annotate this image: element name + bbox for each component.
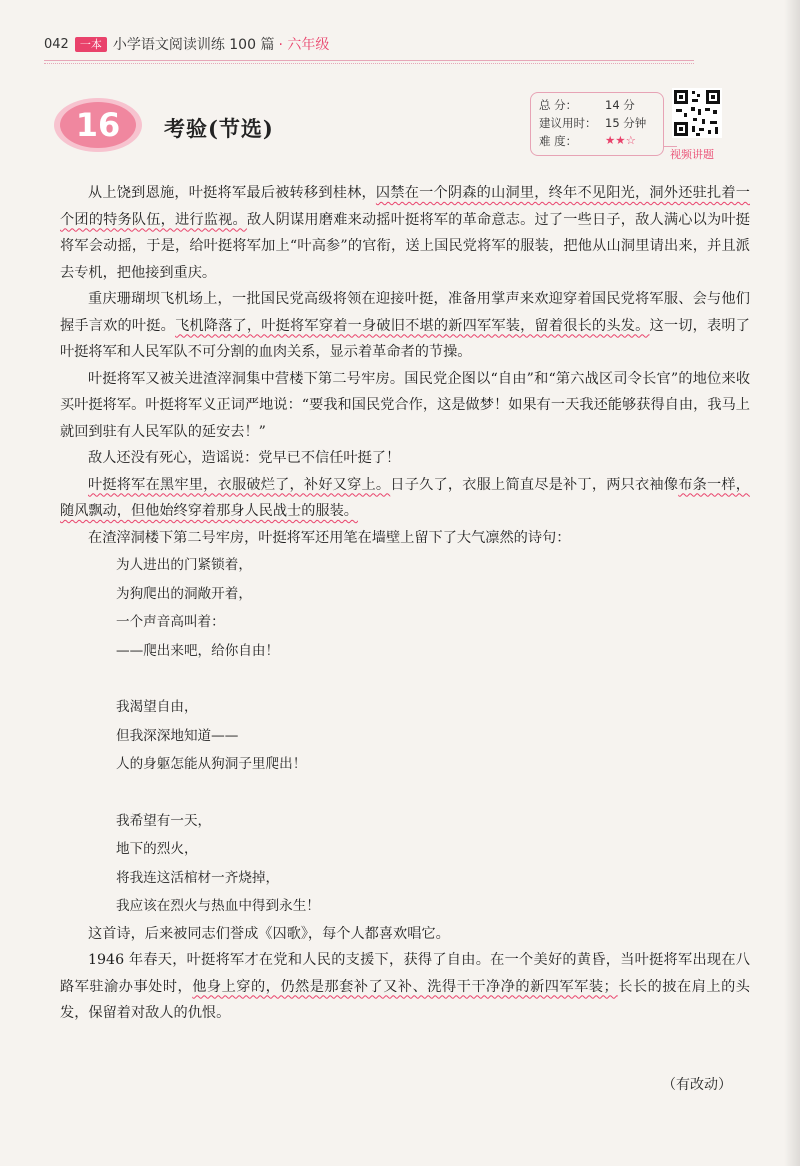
stanza-gap [116,665,750,693]
stanza-gap [116,779,750,807]
underlined-sentence: 布条一样，随风飘动，但他始终穿着那身人民战士的服装。 [60,476,750,519]
paragraph-3: 叶挺将军又被关进渣滓洞集中营楼下第二号牢房。国民党企图以“自由”和“第六战区司令长官”的地位来收买叶挺将军。叶挺将军义正词严地说：“要我和国民党合作，这是做梦！如果有一天我还能够获得自由，我马上就回到驻有人民军队的延安去！” [60,370,751,440]
poem-line: 将我连这活棺材一齐烧掉， [116,869,280,886]
qr-code-icon[interactable] [672,88,722,138]
info-total-label: 总 分： [539,98,578,112]
lesson-number: 16 [75,106,121,144]
poem-line: ——爬出来吧，给你自由！ [116,642,280,659]
poem-line: 地下的烈火， [116,841,198,857]
paragraph-6: 在渣滓洞楼下第二号牢房，叶挺将军还用笔在墙壁上留下了大气凛然的诗句： [88,529,571,546]
info-total-value: 14 分 [605,98,635,112]
info-time-value: 15 分钟 [605,116,647,130]
paragraph-1: 从上饶到恩施，叶挺将军最后被转移到桂林，囚禁在一个阴森的山洞里，终年不见阳光，洞外还驻扎着一个团的特务队伍，进行监视。敌人阴谋用磨难来动摇叶挺将军的革命意志。过了一些日子，敌人满心以为叶挺将军会动摇，于是，给叶挺将军加上“叶高参”的官衔，送上国民党将军的服装，把他从山洞里请出来，并且派去专机，把他接到重庆。 [60,185,750,281]
series-badge: 一本 [75,37,107,52]
poem-line: 人的身躯怎能从狗洞子里爬出！ [116,756,307,772]
underlined-sentence: 飞机降落了，叶挺将军穿着一身破旧不堪的新四军军装，留着很长的头发。 [175,317,650,334]
underlined-sentence: 囚禁在一个阴森的山洞里，终年不见阳光，洞外还驻扎着一个团的特务队伍，进行监视。 [60,185,750,228]
poem-line: 我应该在烈火与热血中得到永生！ [116,898,320,914]
book-title: 小学语文阅读训练 100 篇 [112,37,275,53]
paragraph-4: 敌人还没有死心，造谣说：党早已不信任叶挺了！ [88,450,401,466]
poem-line: 一个声音高叫着： [116,614,225,630]
paragraph-7: 这首诗，后来被同志们誉成《囚歌》，每个人都喜欢唱它。 [88,925,450,942]
difficulty-stars: ★★☆ [605,133,636,147]
paragraph-2: 重庆珊瑚坝飞机场上，一批国民党高级将领在迎接叶挺，准备用掌声来欢迎穿着国民党将军服、会与他们握手言欢的叶挺。飞机降落了，叶挺将军穿着一身破旧不堪的新四军军装，留着很长的头发。这一切，表明了叶挺将军和人民军队不可分割的血肉关系，显示着革命者的节操。 [60,291,750,360]
source-note: （有改动） [662,1077,732,1093]
exercise-info-box [530,92,664,156]
poem-line: 为人进出的门紧锁着， [116,557,252,573]
info-difficulty-row [539,133,636,149]
poem-line: 我希望有一天， [116,812,212,829]
info-total-row [539,97,635,113]
info-time-row [539,115,646,131]
running-header [44,34,329,54]
page-edge-shadow [784,0,800,1166]
underlined-sentence: 叶挺将军在黑牢里，衣服破烂了，补好又穿上。 [88,476,391,493]
paragraph-5: 叶挺将军在黑牢里，衣服破烂了，补好又穿上。日子久了，衣服上简直尽是补丁，两只衣袖像布条一样，随风飘动，但他始终穿着那身人民战士的服装。 [60,476,750,519]
lesson-title: 考验(节选) [164,116,274,141]
poem-line: 但我深深地知道—— [116,727,239,744]
header-divider [44,60,694,61]
page-number: 042 [44,36,69,52]
poem-line: 为狗爬出的洞敞开着， [116,585,252,602]
qr-video-label[interactable]: 视频讲题 [670,148,714,161]
poem-line: 我渴望自由， [116,699,198,715]
header-dotted-divider [44,63,694,64]
paragraph-8: 1946 年春天，叶挺将军才在党和人民的支援下，获得了自由。在一个美好的黄昏，当叶挺将军出现在八路军驻渝办事处时，他身上穿的，仍然是那套补了又补、洗得干干净净的新四军军装；长长的披在肩上的头发，保留着对敌人的仇恨。 [60,952,750,1021]
grade-label: · 六年级 [278,37,330,53]
lesson-number-badge [52,96,146,154]
info-difficulty-label: 难 度： [539,134,578,148]
underlined-sentence: 他身上穿的，仍然是那套补了又补、洗得干干净净的新四军军装； [192,978,618,995]
article-body [60,180,750,1027]
poem-prisoner-song [60,551,750,921]
info-time-label: 建议用时： [539,116,597,130]
